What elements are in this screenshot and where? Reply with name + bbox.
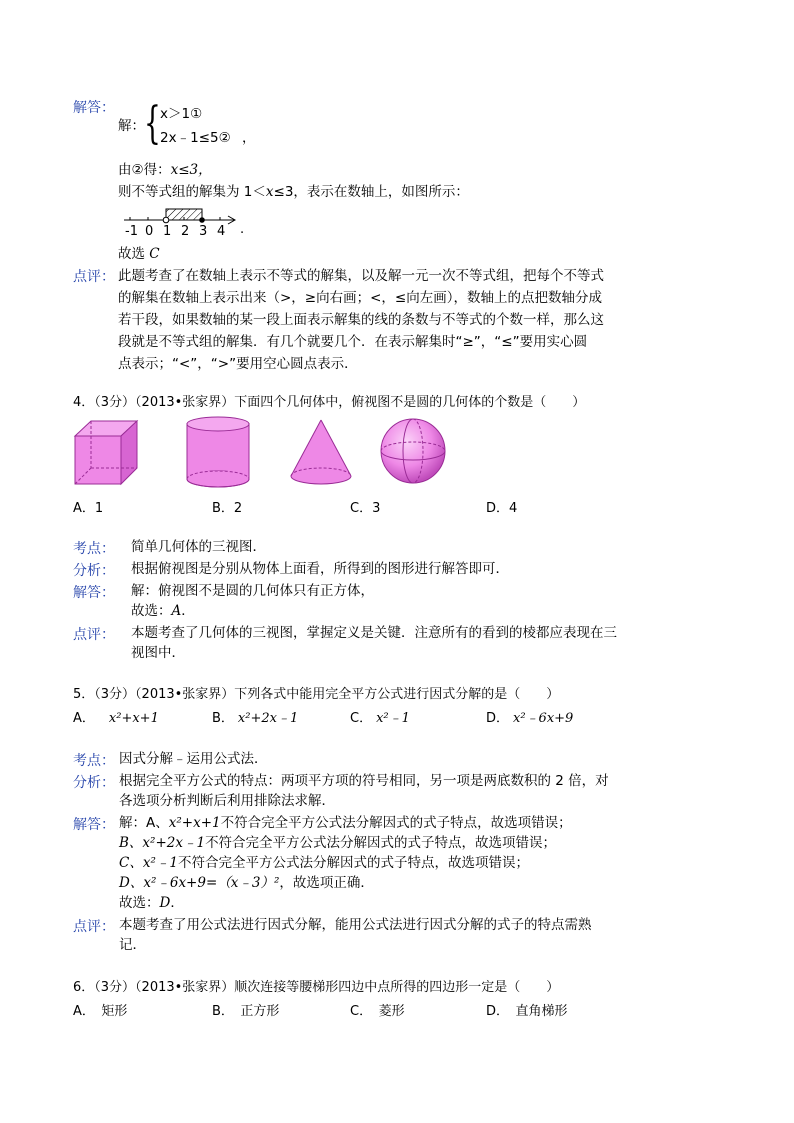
q4-jieda-label: 解答： (73, 585, 115, 601)
cone-icon (288, 418, 354, 486)
tick-label-3: 3 (199, 224, 208, 239)
q3-system-comma: ， (242, 130, 256, 146)
q4-option-c: C．3 (350, 501, 381, 516)
q3-system-brace: { (144, 98, 161, 149)
q6-option-b: B． 正方形 (212, 1004, 280, 1019)
q5-fenxi1: 根据完全平方公式的特点：两项平方项的符号相同，另一项是两底数积的 2 倍，对 (119, 773, 609, 789)
q5-option-b: B． x²+2x﹣1 (212, 711, 299, 726)
q4-fenxi-label: 分析： (73, 563, 115, 579)
q3-comment-line4: 段就是不等式组的解集．有几个就要几个．在表示解集时“≥”，“≤”要用实心圆 (118, 334, 588, 350)
q5-kaodian: 因式分解﹣运用公式法． (119, 751, 268, 767)
cube-icon (73, 418, 139, 486)
q3-answer-label: 解答： (73, 100, 115, 116)
q5-jieda-label: 解答： (73, 817, 115, 833)
q4-stem: 4．（3分）（2013•张家界）下面四个几何体中，俯视图不是圆的几何体的个数是（ ） (73, 395, 586, 410)
q3-answer: 故选 C (118, 246, 160, 262)
q6-option-c: C． 菱形 (350, 1004, 405, 1019)
q6-option-a: A． 矩形 (73, 1004, 128, 1019)
q3-comment-line1: 此题考查了在数轴上表示不等式的解集，以及解一元一次不等式组，把每个不等式 (118, 268, 604, 284)
q5-stem: 5．（3分）（2013•张家界）下列各式中能用完全平方公式进行因式分解的是（ ） (73, 687, 560, 702)
q5-dianping1: 本题考查了用公式法进行因式分解，能用公式法进行因式分解的式子的特点需熟 (119, 917, 592, 933)
q3-comment-line3: 若干段，如果数轴的某一段上面表示解集的线的条数与不等式的个数一样，那么这 (118, 312, 604, 328)
q5-option-d: D． x²﹣6x+9 (486, 711, 574, 726)
q4-dianping-label: 点评： (73, 627, 115, 643)
solution-region (166, 209, 202, 220)
q4-option-b: B．2 (212, 501, 243, 516)
q5-fenxi-label: 分析： (73, 775, 115, 791)
q5-option-a: A． x²+x+1 (73, 711, 159, 726)
q4-kaodian-label: 考点： (73, 541, 115, 557)
q3-step-you: 由②得：x≤3， (118, 162, 212, 178)
tick-label-1: 1 (163, 224, 172, 239)
q5-kaodian-label: 考点： (73, 753, 115, 769)
q4-kaodian: 简单几何体的三视图． (131, 539, 266, 555)
tick-label-n1: -1 (125, 224, 138, 239)
q4-dianping1: 本题考查了几何体的三视图，掌握定义是关键．注意所有的看到的棱都应表现在三 (131, 625, 617, 641)
q4-option-a: A．1 (73, 501, 104, 516)
q4-jieda2: 故选：A． (131, 603, 195, 619)
q4-option-d: D．4 (486, 501, 518, 516)
q5-dianping2: 记． (119, 937, 146, 953)
q4-jieda1: 解：俯视图不是圆的几何体只有正方体， (131, 583, 374, 599)
tick-label-2: 2 (181, 224, 190, 239)
q3-comment-label: 点评： (73, 269, 115, 285)
q5-jieda-d: D、x²﹣6x+9=（x﹣3）²，故选项正确． (119, 875, 374, 891)
q3-jie: 解： (118, 118, 145, 134)
q5-jieda-c: C、x²﹣1不符合完全平方公式法分解因式的式子特点，故选项错误； (119, 855, 529, 871)
solid-dot (199, 217, 205, 223)
q3-system-line1: x＞1① (160, 106, 203, 122)
q5-jieda-b: B、x²+2x﹣1不符合完全平方公式法分解因式的式子特点，故选项错误； (119, 835, 557, 851)
q5-jieda-a: 解：A、x²+x+1不符合完全平方公式法分解因式的式子特点，故选项错误； (119, 815, 572, 831)
q3-step-set: 则不等式组的解集为 1＜x≤3，表示在数轴上，如图所示： (118, 184, 469, 200)
q5-dianping-label: 点评： (73, 919, 115, 935)
q4-dianping2: 视图中． (131, 645, 185, 661)
open-dot (163, 217, 169, 223)
q5-option-c: C． x²﹣1 (350, 711, 410, 726)
q4-fenxi: 根据俯视图是分别从物体上面看，所得到的图形进行解答即可． (131, 561, 509, 577)
q5-fenxi2: 各选项分析判断后利用排除法求解． (119, 793, 335, 809)
tick-label-4: 4 (217, 224, 226, 239)
sphere-icon (378, 416, 448, 486)
tick-label-0: 0 (145, 224, 154, 239)
number-line-period: . (240, 222, 245, 237)
q6-option-d: D． 直角梯形 (486, 1004, 568, 1019)
q3-system-line2: 2x﹣1≤5② (160, 130, 231, 146)
q3-comment-line2: 的解集在数轴上表示出来（>，≥向右画；<，≤向左画），数轴上的点把数轴分成 (118, 290, 602, 306)
q5-jieda-answer: 故选：D． (119, 895, 184, 911)
q3-comment-line5: 点表示；“<”，“>”要用空心圆点表示． (118, 356, 358, 372)
cylinder-icon (184, 415, 252, 489)
q6-stem: 6．（3分）（2013•张家界）顺次连接等腰梯形四边中点所得的四边形一定是（ ） (73, 980, 560, 995)
